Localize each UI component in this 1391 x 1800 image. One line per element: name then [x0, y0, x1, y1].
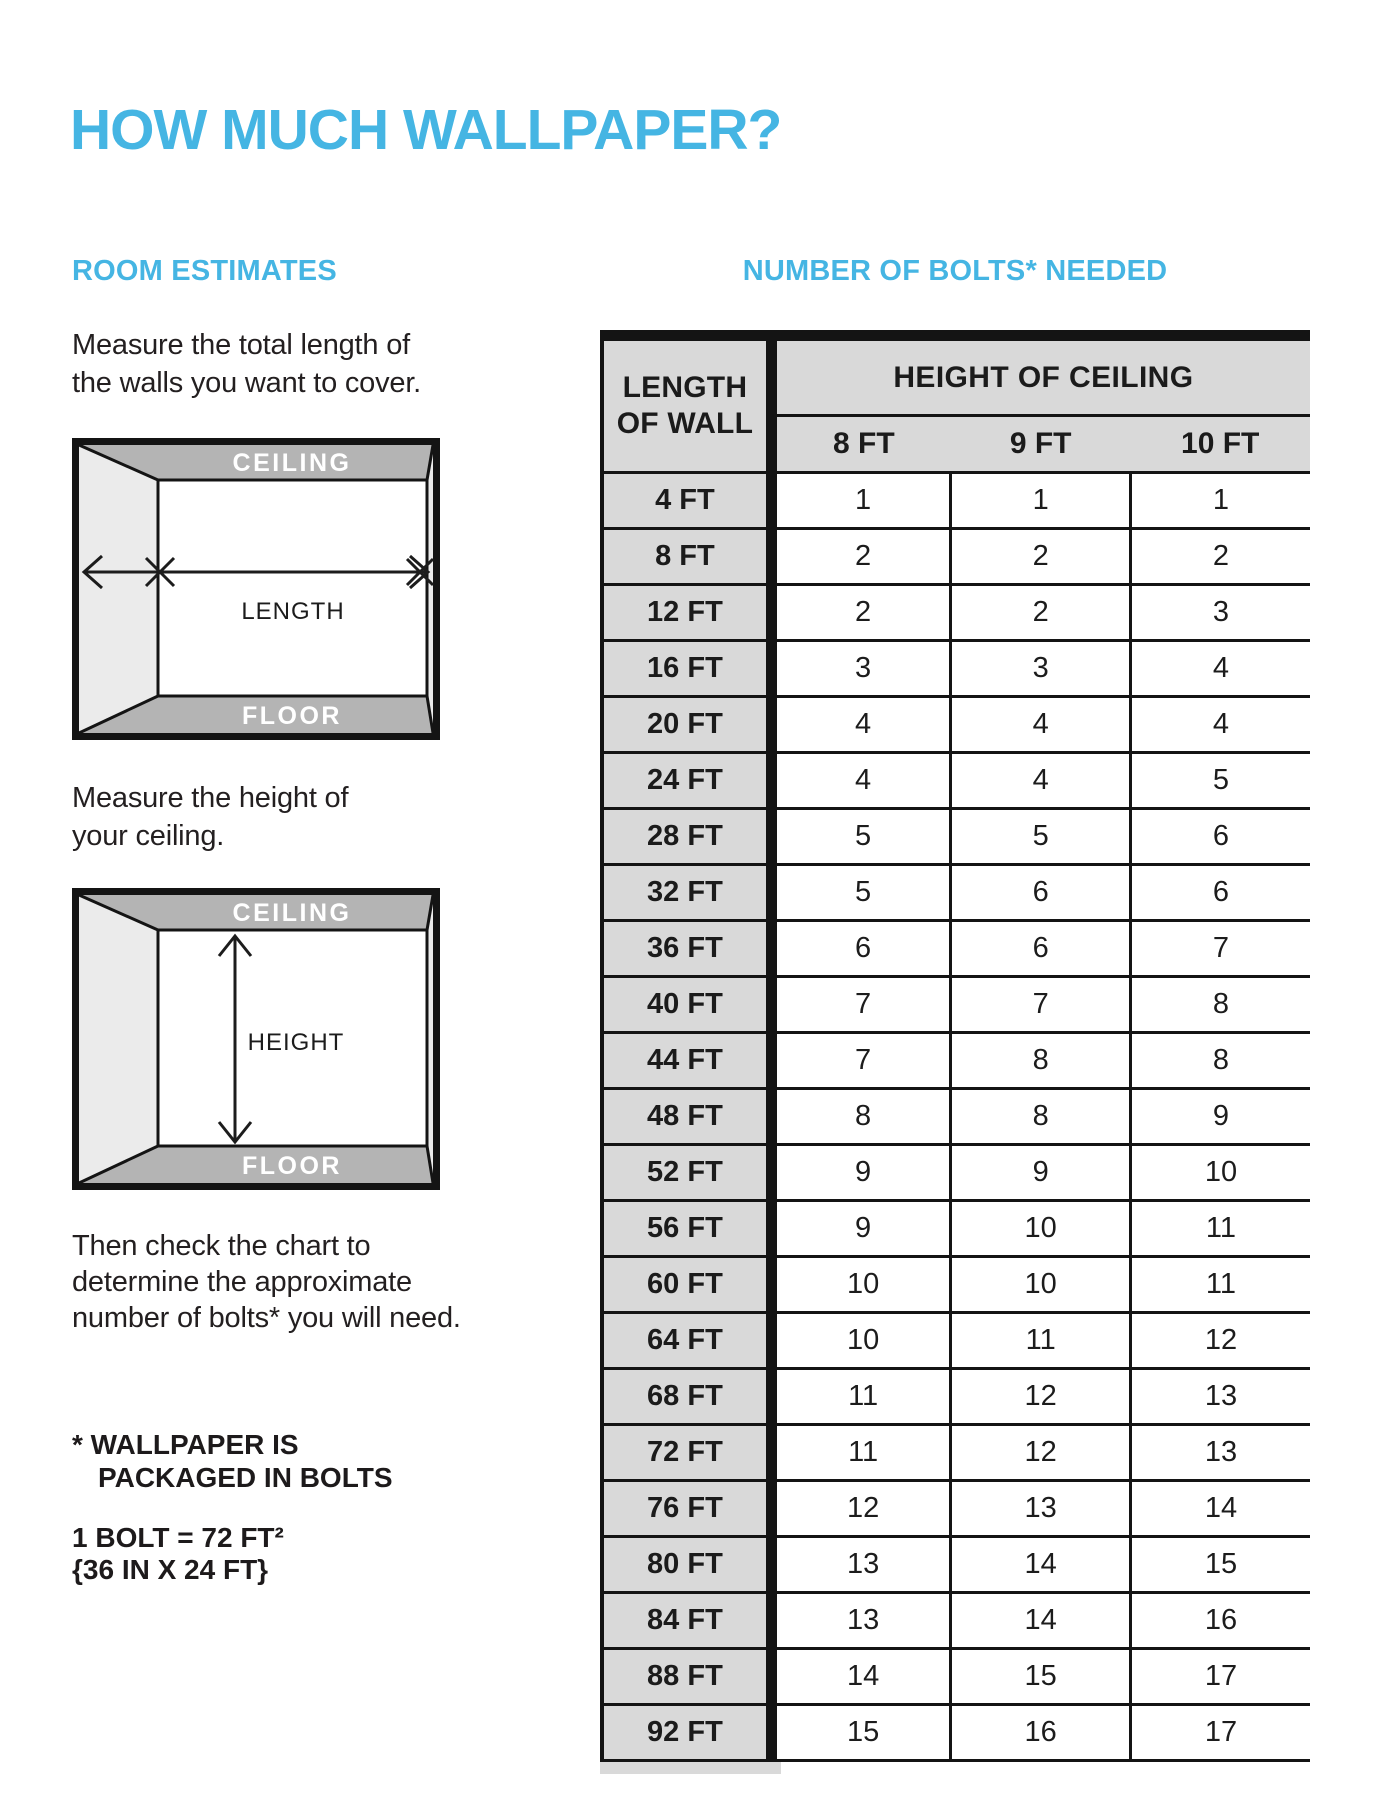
instruction-line: Then check the chart to — [72, 1230, 371, 1262]
table-row — [602, 529, 1310, 585]
bolt-count-cell: 4 — [951, 697, 1131, 753]
column-header-10ft: 10 FT — [1130, 416, 1310, 473]
table-row — [602, 585, 1310, 641]
table-row — [602, 1481, 1310, 1537]
row-header: 72 FT — [602, 1425, 771, 1481]
bolts-table-body — [602, 473, 1310, 1761]
table-row — [602, 865, 1310, 921]
bolt-count-cell: 12 — [951, 1369, 1131, 1425]
room-length-diagram — [72, 438, 440, 740]
row-header: 40 FT — [602, 977, 771, 1033]
bolt-definition-line: {36 IN X 24 FT} — [72, 1554, 269, 1585]
row-header: 28 FT — [602, 809, 771, 865]
bolt-count-cell: 2 — [771, 529, 951, 585]
instruction-line: determine the approximate — [72, 1266, 412, 1298]
room-estimates-heading: ROOM ESTIMATES — [72, 255, 337, 287]
bolt-count-cell: 17 — [1130, 1649, 1310, 1705]
row-header: 20 FT — [602, 697, 771, 753]
bolt-count-cell: 2 — [1130, 529, 1310, 585]
back-wall — [158, 480, 427, 696]
table-row — [602, 473, 1310, 529]
bolts-needed-heading: NUMBER OF BOLTS* NEEDED — [742, 255, 1168, 287]
bolt-count-cell: 10 — [771, 1257, 951, 1313]
ceiling-label: CEILING — [232, 449, 352, 477]
bolt-count-cell: 3 — [771, 641, 951, 697]
bolt-count-cell: 6 — [771, 921, 951, 977]
bolt-count-cell: 10 — [951, 1257, 1131, 1313]
row-header: 76 FT — [602, 1481, 771, 1537]
bolt-count-cell: 2 — [951, 529, 1131, 585]
row-header: 88 FT — [602, 1649, 771, 1705]
instruction-measure-height — [72, 779, 348, 855]
floor-label: FLOOR — [242, 1152, 342, 1180]
bolt-count-cell: 8 — [1130, 977, 1310, 1033]
bolt-count-cell: 12 — [951, 1425, 1131, 1481]
row-header: 60 FT — [602, 1257, 771, 1313]
row-header: 44 FT — [602, 1033, 771, 1089]
bolt-count-cell: 4 — [1130, 697, 1310, 753]
row-header: 80 FT — [602, 1537, 771, 1593]
bolt-count-cell: 1 — [771, 473, 951, 529]
table-row — [602, 1705, 1310, 1761]
table-row — [602, 1649, 1310, 1705]
row-header: 56 FT — [602, 1201, 771, 1257]
column-header-9ft: 9 FT — [951, 416, 1131, 473]
bolt-count-cell: 13 — [771, 1537, 951, 1593]
table-row — [602, 753, 1310, 809]
bolt-count-cell: 9 — [771, 1201, 951, 1257]
bolt-count-cell: 8 — [1130, 1033, 1310, 1089]
footnote-line: * WALLPAPER IS — [72, 1429, 299, 1460]
height-of-ceiling-header: HEIGHT OF CEILING — [771, 341, 1310, 416]
length-label: LENGTH — [241, 598, 345, 625]
bolt-count-cell: 10 — [1130, 1145, 1310, 1201]
bolt-count-cell: 13 — [951, 1481, 1131, 1537]
height-label: HEIGHT — [247, 1029, 345, 1056]
bolt-definition-line: 1 BOLT = 72 FT² — [72, 1522, 284, 1553]
bolt-count-cell: 7 — [951, 977, 1131, 1033]
bolt-count-cell: 16 — [1130, 1593, 1310, 1649]
bolt-count-cell: 9 — [951, 1145, 1131, 1201]
table-row — [602, 1313, 1310, 1369]
bolt-count-cell: 11 — [771, 1425, 951, 1481]
bolt-count-cell: 7 — [771, 1033, 951, 1089]
table-row — [602, 1257, 1310, 1313]
footnote-line: PACKAGED IN BOLTS — [98, 1462, 393, 1493]
bolt-count-cell: 14 — [1130, 1481, 1310, 1537]
bolt-count-cell: 5 — [771, 865, 951, 921]
row-header: 8 FT — [602, 529, 771, 585]
bolt-count-cell: 4 — [1130, 641, 1310, 697]
table-top-border — [600, 330, 1310, 341]
bolt-count-cell: 6 — [1130, 809, 1310, 865]
table-row — [602, 977, 1310, 1033]
row-header: 48 FT — [602, 1089, 771, 1145]
wallpaper-bolts-footnote — [72, 1428, 393, 1494]
row-header: 36 FT — [602, 921, 771, 977]
table-row — [602, 1145, 1310, 1201]
instruction-measure-length — [72, 326, 421, 402]
table-row — [602, 921, 1310, 977]
bolts-table-area — [600, 256, 1310, 1774]
row-header: 84 FT — [602, 1593, 771, 1649]
instruction-line: Measure the total length of — [72, 329, 410, 361]
bolt-count-cell: 4 — [951, 753, 1131, 809]
bolt-count-cell: 6 — [1130, 865, 1310, 921]
bolt-count-cell: 14 — [951, 1537, 1131, 1593]
row-header: 24 FT — [602, 753, 771, 809]
bolt-count-cell: 9 — [771, 1145, 951, 1201]
bolt-count-cell: 9 — [1130, 1089, 1310, 1145]
bolt-count-cell: 17 — [1130, 1705, 1310, 1761]
bolt-count-cell: 5 — [951, 809, 1131, 865]
bolt-count-cell: 14 — [951, 1593, 1131, 1649]
bolt-count-cell: 13 — [1130, 1425, 1310, 1481]
bolt-count-cell: 8 — [951, 1033, 1131, 1089]
bolt-count-cell: 6 — [951, 865, 1131, 921]
table-bottom-stub — [600, 1762, 781, 1774]
bolt-count-cell: 13 — [1130, 1369, 1310, 1425]
table-row — [602, 809, 1310, 865]
instruction-line: number of bolts* you will need. — [72, 1302, 461, 1334]
instruction-line: your ceiling. — [72, 820, 225, 852]
bolt-count-cell: 3 — [1130, 585, 1310, 641]
ceiling-label: CEILING — [232, 899, 352, 927]
table-row — [602, 1537, 1310, 1593]
bolt-count-cell: 5 — [1130, 753, 1310, 809]
bolt-count-cell: 15 — [771, 1705, 951, 1761]
page-title: HOW MUCH WALLPAPER? — [70, 98, 782, 162]
instruction-line: the walls you want to cover. — [72, 367, 422, 399]
bolt-count-cell: 14 — [771, 1649, 951, 1705]
row-header: 12 FT — [602, 585, 771, 641]
bolt-count-cell: 15 — [951, 1649, 1131, 1705]
bolt-count-cell: 1 — [951, 473, 1131, 529]
table-row — [602, 1089, 1310, 1145]
bolt-definition — [72, 1522, 284, 1586]
table-row — [602, 1033, 1310, 1089]
bolt-count-cell: 2 — [951, 585, 1131, 641]
bolt-count-cell: 4 — [771, 753, 951, 809]
bolt-count-cell: 13 — [771, 1593, 951, 1649]
instruction-check-chart — [72, 1228, 461, 1336]
table-row — [602, 1201, 1310, 1257]
bolt-count-cell: 7 — [1130, 921, 1310, 977]
row-header: 16 FT — [602, 641, 771, 697]
bolt-count-cell: 12 — [771, 1481, 951, 1537]
bolt-count-cell: 11 — [951, 1313, 1131, 1369]
bolt-count-cell: 15 — [1130, 1537, 1310, 1593]
row-header: 52 FT — [602, 1145, 771, 1201]
bolt-count-cell: 11 — [1130, 1201, 1310, 1257]
bolt-count-cell: 3 — [951, 641, 1131, 697]
bolts-table — [600, 341, 1310, 1762]
bolt-count-cell: 11 — [771, 1369, 951, 1425]
floor-label: FLOOR — [242, 702, 342, 730]
bolt-count-cell: 8 — [951, 1089, 1131, 1145]
row-header: 68 FT — [602, 1369, 771, 1425]
bolt-count-cell: 16 — [951, 1705, 1131, 1761]
row-header: 92 FT — [602, 1705, 771, 1761]
bolt-count-cell: 5 — [771, 809, 951, 865]
table-row — [602, 1369, 1310, 1425]
bolt-count-cell: 8 — [771, 1089, 951, 1145]
length-of-wall-header: LENGTH OF WALL — [602, 341, 771, 473]
table-row — [602, 1593, 1310, 1649]
bolt-count-cell: 10 — [771, 1313, 951, 1369]
table-row — [602, 697, 1310, 753]
table-row — [602, 641, 1310, 697]
room-height-diagram — [72, 888, 440, 1190]
column-header-8ft: 8 FT — [771, 416, 951, 473]
instruction-line: Measure the height of — [72, 782, 349, 814]
row-header: 32 FT — [602, 865, 771, 921]
bolt-count-cell: 4 — [771, 697, 951, 753]
row-header: 4 FT — [602, 473, 771, 529]
bolt-count-cell: 7 — [771, 977, 951, 1033]
bolt-count-cell: 11 — [1130, 1257, 1310, 1313]
bolt-count-cell: 10 — [951, 1201, 1131, 1257]
bolt-count-cell: 12 — [1130, 1313, 1310, 1369]
bolt-count-cell: 2 — [771, 585, 951, 641]
bolt-count-cell: 1 — [1130, 473, 1310, 529]
bolt-count-cell: 6 — [951, 921, 1131, 977]
row-header: 64 FT — [602, 1313, 771, 1369]
table-row — [602, 1425, 1310, 1481]
